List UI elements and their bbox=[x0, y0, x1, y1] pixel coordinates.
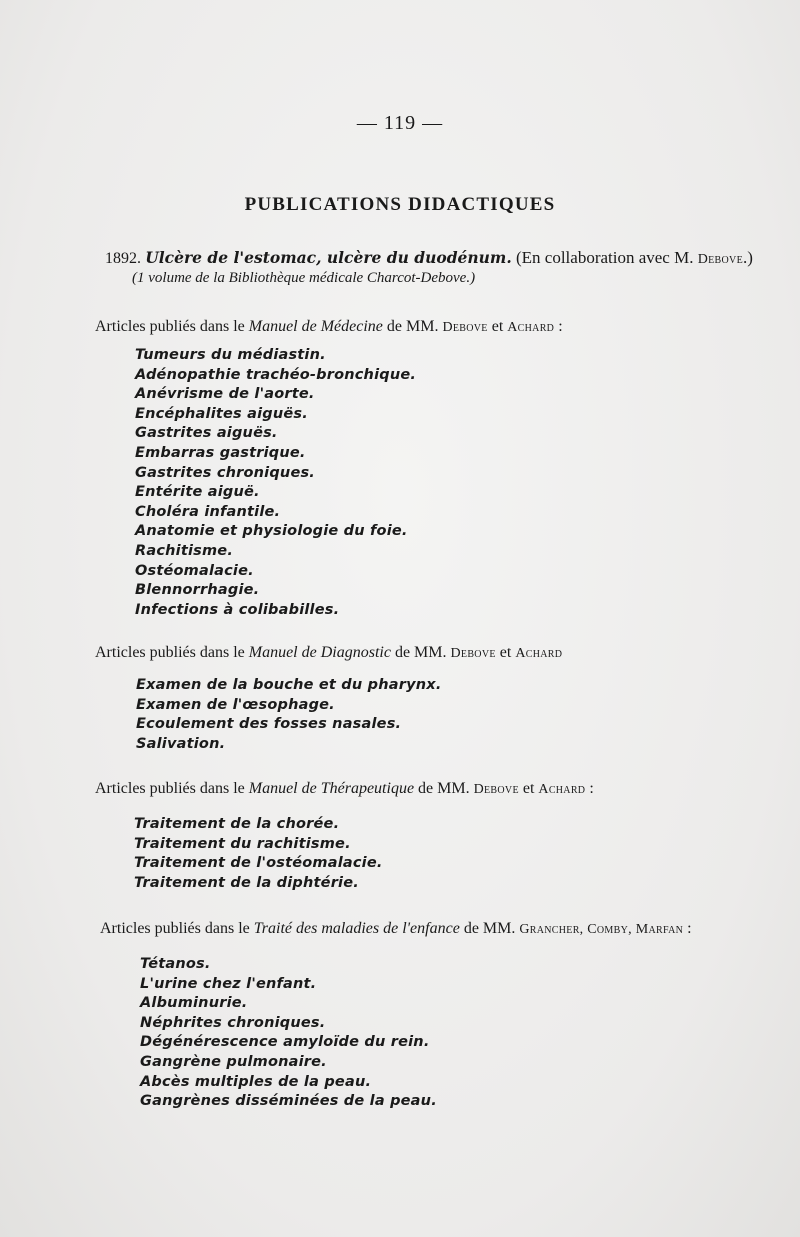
section-intro-enfance bbox=[100, 920, 692, 938]
list-item: Choléra infantile. bbox=[135, 503, 281, 520]
intro-work-title: Manuel de Médecine bbox=[248, 318, 383, 335]
intro-mid: de MM. bbox=[394, 644, 447, 661]
list-item: Gangrènes disséminées de la peau. bbox=[140, 1093, 437, 1110]
list-item: Blennorrhagie. bbox=[135, 582, 260, 599]
intro-author: Grancher, Comby, Marfan bbox=[519, 922, 684, 937]
list-item: Traitement de la diphtérie. bbox=[134, 874, 359, 891]
intro-author: Achard bbox=[507, 320, 555, 335]
list-item: Gastrites chroniques. bbox=[135, 464, 316, 481]
entry-year: 1892. bbox=[105, 250, 141, 267]
list-item: Anévrisme de l'aorte. bbox=[135, 386, 315, 403]
intro-prefix: Articles publiés dans le bbox=[95, 780, 245, 797]
entry-book-title: Ulcère de l'estomac, ulcère du duodénum. bbox=[145, 248, 512, 267]
article-list-enfance bbox=[140, 955, 437, 1112]
intro-mid: de MM. bbox=[386, 318, 439, 335]
list-item: Traitement de la chorée. bbox=[134, 816, 340, 832]
section-intro-medecine bbox=[95, 318, 563, 336]
intro-work-title: Manuel de Diagnostic bbox=[248, 644, 391, 661]
list-item: Encéphalites aiguës. bbox=[135, 405, 308, 422]
intro-conj: et bbox=[522, 780, 535, 797]
list-item: L'urine chez l'enfant. bbox=[140, 975, 317, 992]
intro-mid: de MM. bbox=[463, 920, 516, 937]
entry-note: (1 volume de la Bibliothèque médicale Charcot-Debove.) bbox=[132, 270, 476, 286]
section-intro-therapeutique bbox=[95, 780, 594, 798]
intro-prefix: Articles publiés dans le bbox=[95, 644, 245, 661]
section-intro-diagnostic bbox=[95, 644, 562, 662]
intro-suffix: : bbox=[585, 780, 594, 797]
entry-collab-text: (En collaboration avec M. bbox=[515, 248, 694, 267]
list-item: Entérite aiguë. bbox=[135, 484, 260, 501]
entry-collab-author: Debove bbox=[697, 252, 743, 267]
list-item: Adénopathie trachéo-bronchique. bbox=[135, 366, 417, 383]
list-item: Traitement du rachitisme. bbox=[134, 835, 351, 852]
page-number: — 119 — bbox=[356, 112, 444, 134]
intro-prefix: Articles publiés dans le bbox=[95, 318, 245, 335]
intro-mid: de MM. bbox=[418, 780, 470, 797]
list-item: Examen de la bouche et du pharynx. bbox=[136, 677, 442, 693]
entry-collab-end: .) bbox=[742, 248, 753, 267]
list-item: Traitement de l'ostéomalacie. bbox=[134, 855, 383, 872]
intro-author: Achard bbox=[515, 646, 563, 661]
list-item: Gastrites aiguës. bbox=[135, 425, 278, 442]
intro-suffix: : bbox=[683, 920, 692, 937]
article-list-therapeutique bbox=[134, 815, 383, 893]
intro-prefix: Articles publiés dans le bbox=[100, 920, 250, 937]
list-item: Examen de l'œsophage. bbox=[136, 696, 335, 713]
list-item: Tétanos. bbox=[140, 956, 211, 972]
list-item: Tumeurs du médiastin. bbox=[135, 347, 326, 363]
list-item: Abcès multiples de la peau. bbox=[140, 1073, 372, 1090]
intro-author: Debove bbox=[450, 646, 496, 661]
list-item: Infections à colibabilles. bbox=[135, 601, 340, 618]
intro-author: Debove bbox=[473, 782, 519, 797]
article-list-medecine bbox=[135, 346, 416, 620]
list-item: Salivation. bbox=[136, 735, 226, 752]
list-item: Gangrène pulmonaire. bbox=[140, 1053, 327, 1070]
intro-author: Achard bbox=[538, 782, 586, 797]
list-item: Néphrites chroniques. bbox=[140, 1014, 326, 1031]
intro-author: Debove bbox=[442, 320, 488, 335]
book-entry bbox=[105, 248, 753, 268]
list-item: Dégénérescence amyloïde du rein. bbox=[140, 1034, 430, 1051]
list-item: Ostéomalacie. bbox=[135, 562, 254, 579]
intro-work-title: Manuel de Thérapeutique bbox=[248, 780, 415, 797]
list-item: Rachitisme. bbox=[135, 542, 234, 559]
intro-conj: et bbox=[491, 318, 504, 335]
list-item: Embarras gastrique. bbox=[135, 444, 306, 461]
page-title: PUBLICATIONS DIDACTIQUES bbox=[244, 194, 556, 215]
intro-conj: et bbox=[499, 644, 512, 661]
intro-work-title: Traité des maladies de l'enfance bbox=[253, 920, 460, 937]
intro-suffix: : bbox=[554, 318, 563, 335]
list-item: Anatomie et physiologie du foie. bbox=[135, 523, 408, 540]
article-list-diagnostic bbox=[136, 676, 442, 754]
list-item: Ecoulement des fosses nasales. bbox=[136, 716, 402, 733]
list-item: Albuminurie. bbox=[140, 995, 248, 1012]
